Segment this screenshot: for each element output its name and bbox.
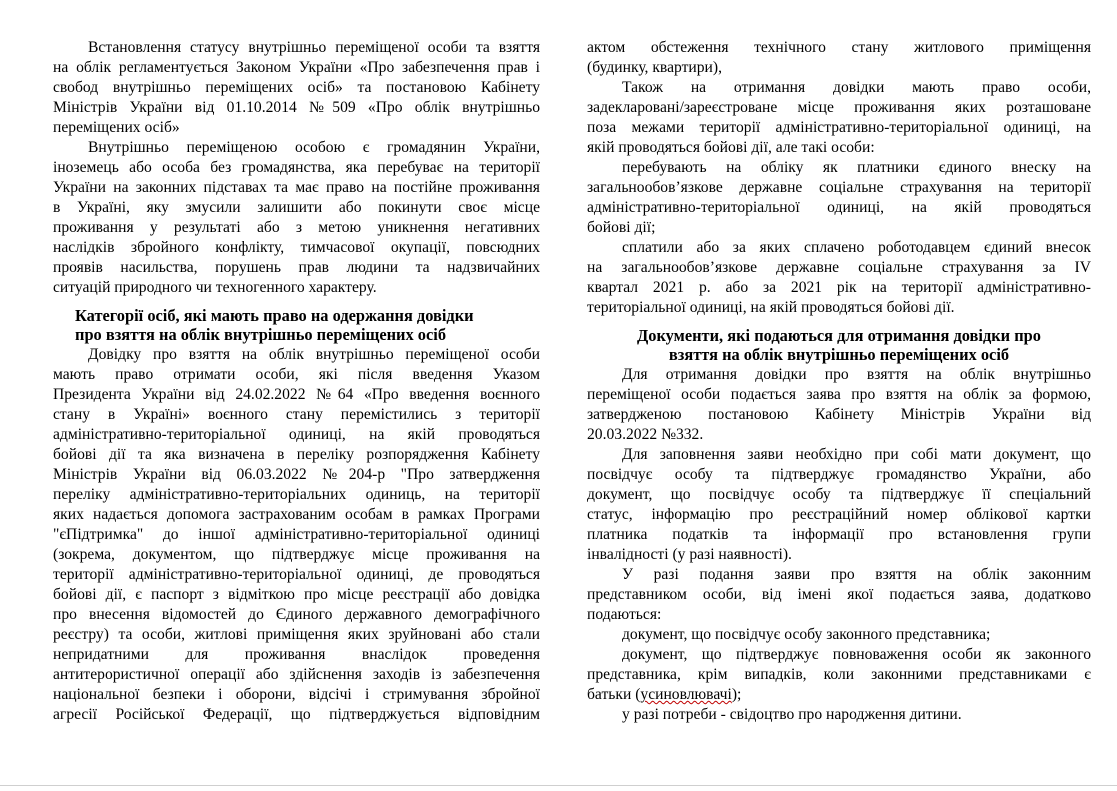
text-line: України на законних підставах та має право на постійне проживання (53, 179, 540, 196)
section-heading: Документи, які подаються для отримання довідки про (637, 326, 1041, 345)
text-line: бойові дії, є паспорт з відміткою про місце реєстрації або довідка (53, 586, 540, 603)
section-heading: взяття на облік внутрішньо переміщених осіб (668, 345, 1010, 364)
text-line: адміністративно-територіальної одиниці, на якій проводяться (53, 426, 540, 443)
text-line: документ, що підтверджує повноваження особи як законного (622, 646, 1091, 663)
text-line: 20.03.2022 №332. (587, 426, 704, 443)
text-line: бойові дії та яка визначена в переліку розпорядження Кабінету (53, 446, 540, 463)
text-line: Також на отримання довідки мають право особи, (622, 79, 1091, 96)
section-heading: про взяття на облік внутрішньо переміщених осіб (75, 325, 447, 344)
text-line: представника, крім випадків, коли законними представниками є (587, 666, 1091, 683)
text-line: статус, інформацію про реєстраційний номер облікової картки (587, 506, 1091, 523)
text-line: територіальної одиниці, на якій проводяться бойові дії. (587, 299, 955, 316)
text-line: яких надається допомога застрахованим особам в рамках Програми (53, 506, 540, 523)
text-line: на облік регламентується Законом України «Про забезпечення прав і (53, 59, 540, 76)
text-line: посвідчує особу та підтверджує громадянство України, або (587, 466, 1091, 483)
spellcheck-marked-word: усиновлювачі (640, 686, 732, 703)
text-segment: ); (731, 686, 742, 703)
text-line: Для отримання довідки про взяття на облік внутрішньо (622, 366, 1091, 383)
text-line: якій проводяться бойові дії, але такі особи: (587, 139, 875, 156)
text-line: Внутрішньо переміщеною особою є громадянин України, (88, 139, 540, 156)
text-line: документ, що посвідчує особу та підтверджує її спеціальний (587, 486, 1091, 503)
text-line: (будинку, квартири), (587, 59, 722, 76)
text-line: мають право отримати особи, які після введення Указом (53, 366, 540, 383)
text-line: Президента України від 24.02.2022 №64 «Про введення воєнного (53, 386, 540, 403)
text-line: у разі потреби - свідоцтво про народження дитини. (622, 706, 962, 723)
text-line: (зокрема, документом, що підтверджує місце проживання на (53, 546, 540, 563)
text-line: території адміністративно-територіальної одиниці, де проводяться (53, 566, 540, 583)
text-line: Міністрів України від 01.10.2014 №509 «Про облік внутрішньо (53, 99, 540, 116)
text-line: наслідків збройного конфлікту, тимчасової окупації, повсюдних (53, 239, 540, 256)
text-line: подаються: (587, 606, 662, 623)
text-line: представником особи, від імені якої подається заява, додатково (587, 586, 1091, 603)
text-segment: батьки ( (587, 686, 641, 703)
text-line: документ, що посвідчує особу законного представника; (622, 626, 991, 643)
text-line: в Україні, яку змусили залишити або покинути своє місце (53, 199, 540, 216)
text-line: Міністрів України від 06.03.2022 №204-р "Про затвердження (53, 466, 540, 483)
text-line: антитерористичної операції або здійснення заходів із забезпечення (53, 666, 540, 683)
text-line: переміщеної особи подається заява про взяття на облік за формою, (587, 386, 1091, 403)
text-line: загальнообов’язкове державне соціальне страхування на території (587, 179, 1091, 196)
text-line: агресії Російської Федерації, що підтверджується відповідним (53, 706, 540, 723)
text-line: У разі подання заяви про взяття на облік законним (622, 566, 1091, 583)
text-line: поза межами території адміністративно-територіальної одиниці, на (587, 119, 1091, 136)
text-line: Встановлення статусу внутрішньо переміщеної особи та взяття (88, 39, 540, 56)
text-line: інвалідності (у разі наявності). (587, 546, 792, 563)
text-line: іноземець або особа без громадянства, яка перебуває на території (53, 159, 540, 176)
text-line: переліку адміністративно-територіальних одиниць, на території (53, 486, 540, 503)
text-line: бойові дії; (587, 219, 656, 236)
text-line: переміщених осіб» (53, 119, 180, 136)
text-line: "єПідтримка" до іншої адміністративно-територіальної одиниці (53, 526, 540, 543)
text-line: сплатили або за яких сплачено роботодавцем єдиний внесок (622, 239, 1091, 256)
text-line: квартал 2021 р. або за 2021 рік на території адміністративно- (587, 279, 1091, 296)
text-line: непридатними для проживання внаслідок проведення (53, 646, 540, 663)
text-line: про внесення відомостей до Єдиного державного демографічного (53, 606, 540, 623)
text-line: реєстру) та особи, житлові приміщення яких зруйновані або стали (53, 626, 540, 643)
text-line: проявів насильства, порушень прав людини та надзвичайних (53, 259, 540, 276)
text-line: задекларовані/зареєстроване місце проживання яких розташоване (587, 99, 1091, 116)
text-line: платника податків та інформації про встановлення групи (587, 526, 1091, 543)
text-line: актом обстеження технічного стану житлового приміщення (587, 39, 1091, 56)
text-line: перебувають на обліку як платники єдиного внеску на (622, 159, 1091, 176)
text-line: Довідку про взяття на облік внутрішньо переміщеної особи (88, 346, 540, 363)
text-line: на загальнообов’язкове державне соціальне страхування за IV (587, 259, 1091, 276)
text-line: національної безпеки і оборони, відсічі і стримування збройної (53, 686, 540, 703)
text-line: свобод внутрішньо переміщених осіб» та постановою Кабінету (53, 79, 540, 96)
text-line (587, 685, 1091, 705)
text-line: затвердженою постановою Кабінету Міністрів України від (587, 406, 1091, 423)
page-bottom-border (0, 785, 1117, 786)
text-line: проживання у результаті або з метою уникнення негативних (53, 219, 540, 236)
text-line: ситуацій природного чи техногенного характеру. (53, 279, 377, 296)
text-line: стану в Україні» воєнного стану перемістились з території (53, 406, 540, 423)
text-line: Для заповнення заяви необхідно при собі мати документ, що (622, 446, 1091, 463)
text-line: адміністративно-територіальної одиниці, на якій проводяться (587, 199, 1091, 216)
section-heading: Категорії осіб, які мають право на одержання довідки (75, 306, 474, 325)
